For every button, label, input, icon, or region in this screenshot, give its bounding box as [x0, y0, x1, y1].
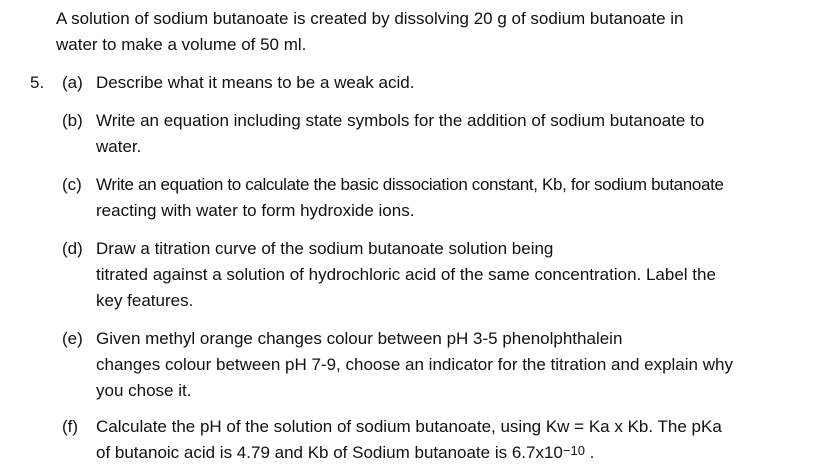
part-f-line-1: Calculate the pH of the solution of sodium butanoate, using Kw = Ka x Kb. The pKa	[96, 417, 722, 436]
kb-exponent: −10	[562, 443, 585, 458]
part-d-line-3: key features.	[96, 291, 194, 310]
intro-line-1: A solution of sodium butanoate is created by dissolving 20 g of sodium butanoate in	[56, 9, 684, 28]
part-c-line-1: Write an equation to calculate the basic dissociation constant, Kb, for sodium butanoate	[96, 175, 724, 194]
part-d-line-2: titrated against a solution of hydrochloric acid of the same concentration. Label the	[96, 265, 716, 284]
part-c-line-2: reacting with water to form hydroxide ions.	[96, 201, 415, 220]
part-f-line-2-end: .	[584, 443, 595, 462]
part-e-line-2: changes colour between pH 7-9, choose an indicator for the titration and explain why	[96, 355, 733, 374]
part-e-line-1: Given methyl orange changes colour between pH 3-5 phenolphthalein	[96, 329, 623, 348]
part-a-label: (a)	[62, 73, 83, 92]
part-e	[62, 326, 807, 404]
intro-paragraph	[56, 6, 796, 58]
part-e-line-3: you chose it.	[96, 381, 192, 400]
part-c	[62, 172, 807, 224]
part-f-label: (f)	[62, 417, 79, 436]
part-b-label: (b)	[62, 111, 83, 130]
question-number: 5.	[30, 73, 45, 92]
part-a	[62, 70, 807, 96]
part-b-line-2: water.	[96, 137, 142, 156]
intro-line-2: water to make a volume of 50 ml.	[56, 35, 307, 54]
part-d	[62, 236, 807, 314]
part-d-label: (d)	[62, 239, 83, 258]
part-d-line-1: Draw a titration curve of the sodium butanoate solution being	[96, 239, 554, 258]
part-b-line-1: Write an equation including state symbols for the addition of sodium butanoate to	[96, 111, 705, 130]
part-c-label: (c)	[62, 175, 82, 194]
part-f	[62, 414, 807, 467]
part-a-line-1: Describe what it means to be a weak acid.	[96, 73, 415, 92]
part-b	[62, 108, 807, 160]
part-e-label: (e)	[62, 329, 83, 348]
part-f-line-2	[96, 440, 807, 467]
part-f-line-2-text: of butanoic acid is 4.79 and Kb of Sodium butanoate is 6.7x10	[96, 443, 563, 462]
